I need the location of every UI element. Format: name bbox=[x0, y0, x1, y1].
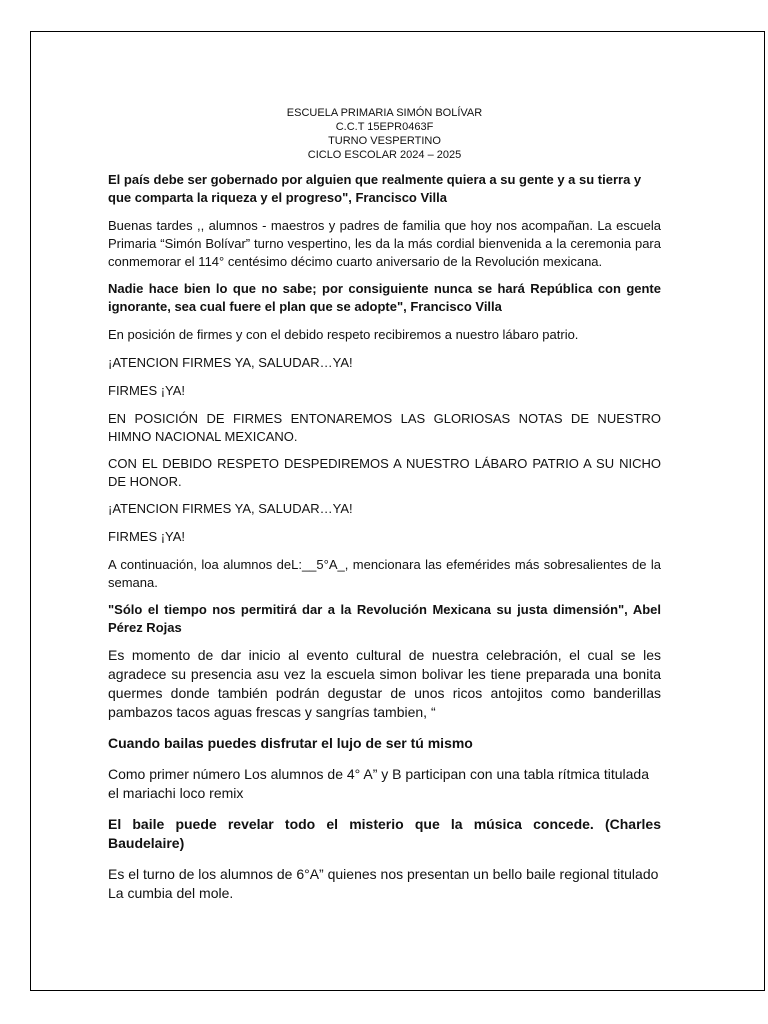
document-page bbox=[30, 31, 765, 991]
cultural-event-paragraph: Es momento de dar inicio al evento cultural de nuestra celebración, el cual se les agradece su presencia asu vez la escuela simon bolivar les tiene preparada una bonita quermes donde también podrán degustar de unos ricos antojitos como banderillas pambazos tacos aguas frescas y sangrías tambien, “ bbox=[108, 647, 661, 720]
quote-villa-1: El país debe ser gobernado por alguien que realmente quiera a su gente y a su tierra y que comparta la riqueza y el progreso", Francisco Villa bbox=[108, 172, 642, 205]
command-firmes-1: FIRMES ¡YA! bbox=[108, 383, 186, 398]
flag-reception-paragraph: En posición de firmes y con el debido respeto recibiremos a nuestro lábaro patrio. bbox=[108, 327, 579, 342]
document-header bbox=[108, 106, 661, 162]
command-salute-2: ¡ATENCION FIRMES YA, SALUDAR…YA! bbox=[108, 501, 353, 516]
quote-baudelaire: El baile puede revelar todo el misterio que la música concede. (Charles Baudelaire) bbox=[108, 816, 661, 851]
school-name: ESCUELA PRIMARIA SIMÓN BOLÍVAR bbox=[286, 107, 483, 119]
efemerides-paragraph: A continuación, loa alumnos deL:__5°A_, mencionara las efemérides más sobresalientes de la semana. bbox=[108, 557, 661, 590]
school-cct: C.C.T 15EPR0463F bbox=[335, 121, 434, 133]
command-salute-1: ¡ATENCION FIRMES YA, SALUDAR…YA! bbox=[108, 355, 353, 370]
sixth-grade-paragraph: Es el turno de los alumnos de 6°A” quienes nos presentan un bello baile regional titulado La cumbia del mole. bbox=[108, 866, 659, 901]
first-number-paragraph: Como primer número Los alumnos de 4° A” y B participan con una tabla rítmica titulada el mariachi loco remix bbox=[108, 766, 649, 801]
flag-farewell-paragraph: CON EL DEBIDO RESPETO DESPEDIREMOS A NUESTRO LÁBARO PATRIO A SU NICHO DE HONOR. bbox=[108, 456, 661, 489]
command-firmes-2: FIRMES ¡YA! bbox=[108, 529, 186, 544]
school-cycle: CICLO ESCOLAR 2024 – 2025 bbox=[307, 149, 462, 161]
quote-perez-rojas: "Sólo el tiempo nos permitirá dar a la Revolución Mexicana su justa dimensión", Abel Pérez Rojas bbox=[108, 602, 661, 635]
dance-quote-heading: Cuando bailas puedes disfrutar el lujo de ser tú mismo bbox=[108, 735, 473, 751]
document-body bbox=[108, 106, 661, 903]
welcome-paragraph: Buenas tardes ,, alumnos - maestros y padres de familia que hoy nos acompañan. La escuela Primaria “Simón Bolívar” turno vespertino, les da la más cordial bienvenida a la ceremonia para conmemorar el 114° centésimo décimo cuarto aniversario de la Revolución mexicana. bbox=[108, 218, 661, 269]
school-shift: TURNO VESPERTINO bbox=[328, 135, 441, 147]
anthem-paragraph: EN POSICIÓN DE FIRMES ENTONAREMOS LAS GLORIOSAS NOTAS DE NUESTRO HIMNO NACIONAL MEXICANO. bbox=[108, 411, 661, 444]
quote-villa-2: Nadie hace bien lo que no sabe; por consiguiente nunca se hará República con gente ignorante, sea cual fuere el plan que se adopte", Francisco Villa bbox=[108, 281, 661, 314]
